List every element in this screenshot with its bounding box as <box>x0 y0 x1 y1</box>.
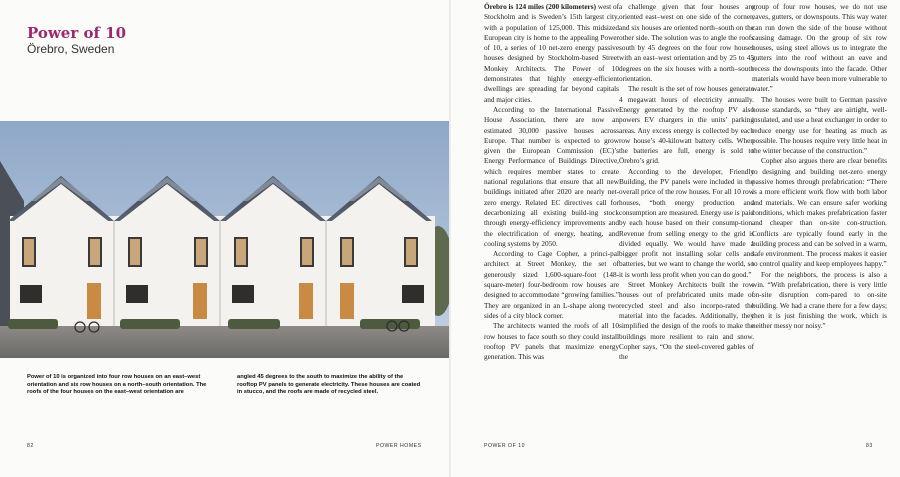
paragraph: Street Monkey Architects built the row houses out of prefabricated units made of recycled steel and also incorpo-rated the material into the facades. Additionally, they simplified the design of the roofs to make the buildings more resilient to rain and snow. Copher says, “On the steel-covered gables of the <box>619 281 754 362</box>
page-subtitle: Örebro, Sweden <box>27 42 115 56</box>
paragraph: For the neighbors, the process is also a win. “With prefabrication, there is very little on-site disruption com-pared to on-site building. We had a crane there for a few days; then it is just finishing the work, which is neither messy nor noisy.” <box>752 270 887 331</box>
photo-caption-right: angled 45 degrees to the south to maximize the ability of the rooftop PV panels to generate electricity. These houses are coated in stucco, and the roofs are made of recycled steel. <box>237 374 421 396</box>
paragraph: According to the International Passive House Association, there are now an estimated 30,000 passive houses across Europe. That number is expected to grow given the European Commission (EC)’s Energy Performance of Buildings Directive, which requires member states to create national regulations that ensure that all new buildings initiated after 2020 are nearly net-zero energy. Related EC directives call for decarbonizing all existing build-ing stock through energy-efficiency improvements and the electrification of energy, heating, and cooling systems by 2050. <box>484 105 619 248</box>
right-page-number: 83 <box>866 443 873 449</box>
paragraph: According to the developer, Friendly Building, the PV panels were included in the overall price of the row houses. For all 10 row houses, “both energy production and consumption are measured. Energy use is paid by each house based on their consump-tion. Revenue from selling energy to the grid is divided equally. We would have made a bigger profit not installing solar cells and batteries, but we want to change the world, so it is worth less profit when you can do good.” <box>619 167 754 279</box>
paragraph: Copher also argues there are clear benefits to designing and building net-zero energy passive homes through prefabrication: “There is a more efficient work flow with both labor and materials. We can ensure safer working conditions, which makes prefabrication faster and cheaper than on-site con-struction. Conflicts are typically found early in the building process and can be solved in a warm, safe environment. The process makes it easier to control quality and keep employees happy.” <box>752 157 887 269</box>
paragraph: The architects wanted the roofs of all 10 row houses to face south so they could install rooftop PV panels that maximize energy generation. This was <box>484 322 619 362</box>
paragraph: a challenge given that four houses are oriented east–west on one side of the corner, and six houses are oriented north–south on the other side. The solution was to angle the roofs south by 45 degrees on the four row houses with an east–west orientation and by 25 to 45 degrees on the six houses with a north–south orientation. <box>619 3 754 84</box>
text-column-2 <box>619 2 754 362</box>
text-column-1 <box>484 2 619 362</box>
left-running-head: POWER HOMES <box>376 443 422 449</box>
paragraph: The result is the set of row houses generate 4 megawatt hours of electricity annually. Energy generated by the rooftop PV also powers EV chargers in the units’ parking areas. Any excess energy is collected by each row house’s 40-kilowatt battery cells. When the batteries are full, energy is sold to Örebro’s grid. <box>619 85 754 166</box>
row-houses-photo <box>0 121 449 358</box>
right-running-head: POWER OF 10 <box>484 443 525 449</box>
lead-in: Örebro is 124 miles (200 kilometers) <box>484 3 596 11</box>
paragraph: According to Cage Copher, a princi-pal architect at Street Monkey, the set of generously sized 1,600-square-foot (148-square-meter) four-bedroom row houses are designed to accommodate “growing families.” They are organized in an L-shape along two sides of a city block corner. <box>484 250 619 320</box>
paragraph: west of Stockholm and is Sweden’s 15th largest city, with a population of 125,000. This midsized European city is home to the appealing Power of 10, a series of 10 net-zero energy passive houses designed by Stockholm-based Street Monkey Architects. The Power of 10 demonstrates that highly energy-efficient dwellings are spreading far beyond capitals and major cities. <box>484 3 619 104</box>
text-column-3 <box>752 2 887 332</box>
photo-caption-left: Power of 10 is organized into four row houses on an east–west orientation and six row houses on a north–south orientation. The roofs of the four houses on the east–west orientation are <box>27 374 207 396</box>
page-gutter <box>449 0 451 477</box>
paragraph: The houses were built to German passive house standards, so “they are airtight, well-insulated, and use a heat exchanger in order to reduce energy use for heating as much as possible. The houses require very little heat in the winter because of the construction.” <box>752 95 887 156</box>
left-page-number: 82 <box>27 443 34 449</box>
paragraph: group of four row houses, we do not use eaves, gutters, or downspouts. This way water can run down the side of the house without causing damage. On the group of six row houses, using steel allows us to integrate the gutters into the roof without an eave and recess the downspouts into the facade. Other materials would have been more vulnerable to water.” <box>752 3 887 94</box>
row-houses-illustration <box>0 121 449 358</box>
page-title: Power of 10 <box>27 24 127 42</box>
